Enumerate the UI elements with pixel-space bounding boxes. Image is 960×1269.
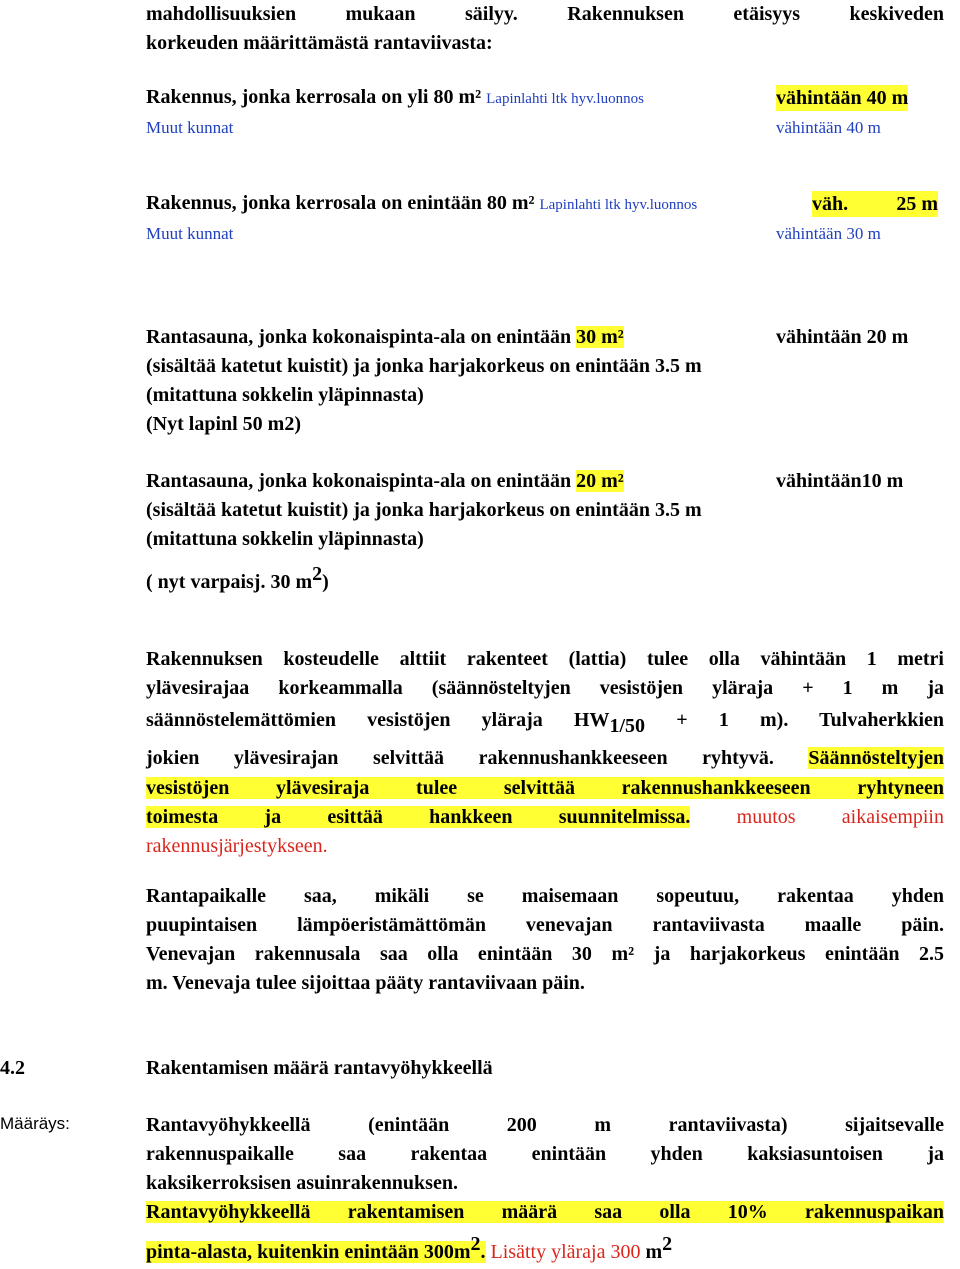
row-max80-label [146,189,697,220]
row-over80-label-text: Rakennus, jonka kerrosala on yli 80 m² [146,86,482,108]
row-over80-value: vähintään 40 m [776,87,909,109]
sauna20-line-4 [146,560,329,597]
flood-line-5-highlight: vesistöjen ylävesiraja tulee selvittää rakennushankkeeseen ryhtyneen [146,777,944,799]
sauna20-line-4-sup: 2 [312,563,323,585]
sauna30-line-1-text: Rantasauna, jonka kokonaispinta-ala on enintään [146,326,577,348]
maarays-line-1: Rantavyöhykkeellä (enintään 200 m rantaviivasta) sijaitsevalle [146,1114,944,1136]
maarays-line-5-highlight [146,1233,486,1263]
flood-line-1: Rakennuksen kosteudelle alttiit rakenteet (lattia) tulee olla vähintään 1 metri [146,648,944,670]
section-title: Rakentamisen määrä rantavyöhykkeellä [146,1057,493,1079]
flood-paragraph [146,645,944,861]
flood-line-3 [146,703,944,743]
row-max80-label-text: Rakennus, jonka kerrosala on enintään 80 m² [146,192,535,214]
section-number: 4.2 [0,1057,25,1079]
flood-line-6 [146,803,944,832]
sauna20-line-1 [146,467,624,496]
flood-line-4-a: jokien ylävesirajan selvittää rakennushankkeeseen ryhtyvä. [146,747,809,769]
sauna20-line-4-close: ) [322,571,329,593]
row-over80-others-label: Muut kunnat [146,118,234,137]
flood-line-7: rakennusjärjestykseen. [146,835,328,857]
row-max80-others-label: Muut kunnat [146,224,234,243]
sauna30-line-4: (Nyt lapinl 50 m2) [146,413,301,435]
row-over80-label [146,83,644,114]
sauna30-line-1 [146,323,624,352]
boathouse-line-1: Rantapaikalle saa, mikäli se maisemaan sopeutuu, rakentaa yhden [146,885,944,907]
sauna20-value: vähintään10 m [776,470,904,492]
sauna30-line-3: (mitattuna sokkelin yläpinnasta) [146,384,424,406]
sauna20-line-3: (mitattuna sokkelin yläpinnasta) [146,528,424,550]
row-over80-others-value: vähintään 40 m [776,118,881,137]
maarays-line-5-m: m [645,1241,663,1263]
sauna30-area-highlight: 30 m² [576,326,624,348]
boathouse-line-4: m. Venevaja tulee sijoittaa pääty rantaviivaan päin. [146,972,585,994]
row-max80-value [812,191,938,217]
row-max80-value-a: väh. [812,193,849,215]
sauna20-area-highlight: 20 m² [576,470,624,492]
sauna20-line-4-text: ( nyt varpaisj. 30 m [146,571,313,593]
maarays-paragraph [146,1111,944,1269]
intro-line-1: mahdollisuuksien mukaan säilyy. Rakennuksen etäisyys keskiveden [146,3,944,25]
maarays-line-5-sup: 2 [470,1233,481,1255]
row-max80-note: Lapinlahti ltk hyv.luonnos [539,197,698,213]
maarays-line-3: kaksikerroksisen asuinrakennuksen. [146,1172,458,1194]
row-max80-value-b: 25 m [896,193,938,215]
row-over80-note: Lapinlahti ltk hyv.luonnos [486,91,644,107]
intro-paragraph [146,0,944,58]
flood-line-6-highlight: toimesta ja esittää hankkeen suunnitelmissa. [146,806,691,828]
row-max80-others-value: vähintään 30 m [776,224,881,243]
sauna20-line-1-text: Rantasauna, jonka kokonaispinta-ala on enintään [146,470,577,492]
maarays-line-4 [146,1198,944,1227]
flood-line-3-sub: 1/50 [609,715,646,737]
maarays-line-2: rakennuspaikalle saa rakentaa enintään yhden kaksiasuntoisen ja [146,1143,944,1165]
flood-line-3-b: + 1 m). Tulvaherkkien [645,709,945,731]
maarays-line-5-dot: . [480,1241,486,1263]
flood-line-4-highlight: Säännösteltyjen [808,747,944,769]
maarays-line-5-a: pinta-alasta, kuitenkin enintään 300m [146,1241,471,1263]
flood-line-5 [146,774,944,803]
maarays-label: Määräys: [0,1114,70,1133]
sauna20-line-2: (sisältää katetut kuistit) ja jonka harjakorkeus on enintään 3.5 m [146,499,702,521]
maarays-line-5-sup2: 2 [662,1233,673,1255]
boathouse-line-3: Venevajan rakennusala saa olla enintään 30 m² ja harjakorkeus enintään 2.5 [146,943,944,965]
boathouse-paragraph [146,882,944,998]
intro-line-2: korkeuden määrittämästä rantaviivasta: [146,32,493,54]
boathouse-line-2: puupintaisen lämpöeristämättömän venevajan rantaviivasta maalle päin. [146,914,944,936]
flood-line-4 [146,743,944,774]
sauna30-line-2: (sisältää katetut kuistit) ja jonka harjakorkeus on enintään 3.5 m [146,355,702,377]
flood-line-2: ylävesirajaa korkeammalla (säännösteltyjen vesistöjen yläraja + 1 m ja [146,677,944,699]
flood-line-6-red: muutos aikaisempiin [690,806,944,828]
maarays-line-5-red: Lisätty yläraja 300 [485,1241,646,1263]
flood-line-3-a: säännöstelemättömien vesistöjen yläraja HW [146,709,610,731]
maarays-line-4-highlight: Rantavyöhykkeellä rakentamisen määrä saa olla 10% rakennuspaikan [146,1201,944,1223]
sauna30-value: vähintään 20 m [776,326,909,348]
